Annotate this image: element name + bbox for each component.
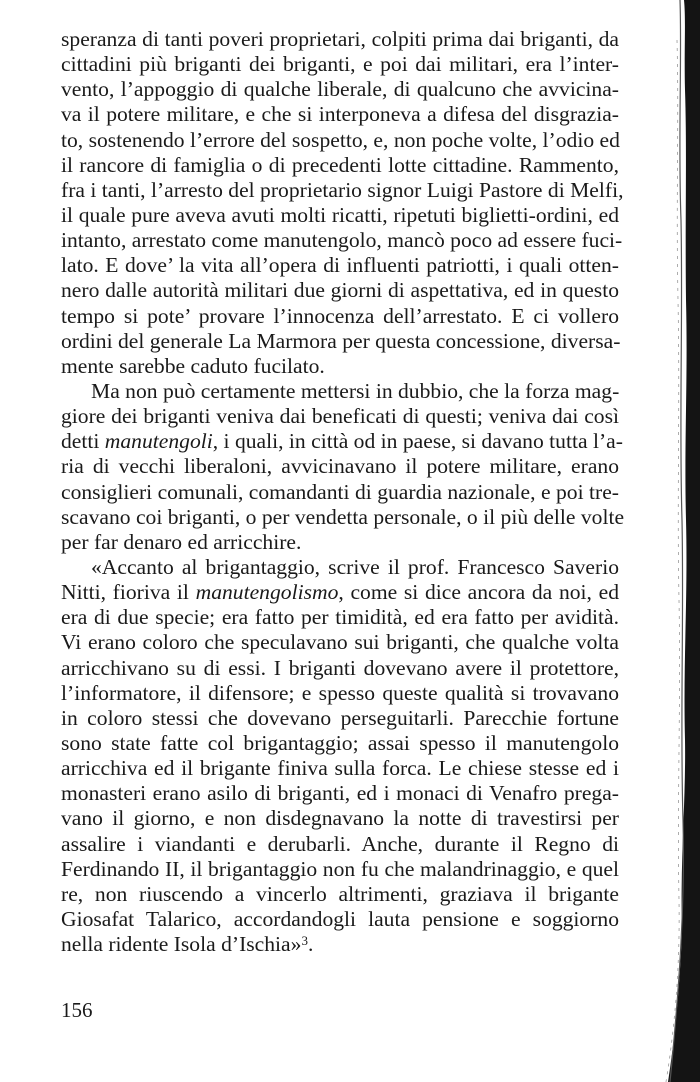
text-run: arricchiva ed il brigante finiva sulla forca. Le chiese stesse ed i — [61, 756, 619, 781]
text-line — [61, 203, 619, 228]
text-run: arricchivano su di essi. I briganti dovevano avere il protettore, — [61, 655, 619, 680]
page-body — [61, 27, 625, 957]
text-run: mente sarebbe caduto fucilato. — [61, 353, 325, 378]
text-line — [61, 555, 619, 580]
italic-term: manutengolismo — [195, 580, 339, 605]
text-line — [61, 907, 619, 932]
text-line — [61, 27, 619, 52]
text-run: ria di vecchi liberaloni, avvicinavano il potere militare, erano — [61, 454, 619, 479]
text-line — [61, 731, 619, 756]
text-line — [61, 630, 619, 655]
text-run: , come si dice ancora da noi, ed — [338, 580, 619, 605]
text-run: intanto, arrestato come manutengolo, mancò poco ad essere fuci- — [61, 228, 623, 253]
text-line — [61, 77, 619, 102]
text-line — [61, 354, 619, 379]
text-line — [61, 932, 619, 957]
text-run: scavano coi briganti, o per vendetta personale, o il più delle volte — [61, 504, 625, 529]
text-run: ordini del generale La Marmora per questa concessione, diversa- — [61, 328, 621, 353]
text-run: cittadini più briganti dei briganti, e poi dai militari, era l’inter- — [61, 52, 619, 77]
text-line — [61, 580, 619, 605]
text-line — [61, 706, 619, 731]
text-run: sono state fatte col brigantaggio; assai spesso il manutengolo — [61, 730, 619, 755]
text-line — [61, 454, 619, 479]
text-line — [61, 857, 619, 882]
text-line — [61, 404, 619, 429]
text-run: il quale pure aveva avuti molti ricatti, ripetuti biglietti-ordini, ed — [61, 202, 619, 227]
text-line — [61, 329, 619, 354]
text-run: Giosafat Talarico, accordandogli lauta pensione e soggiorno — [61, 906, 619, 931]
text-line — [61, 102, 619, 127]
italic-term: manutengoli — [104, 429, 213, 454]
text-run: . — [307, 932, 314, 957]
text-run: vano il giorno, e non disdegnavano la notte di travestirsi per — [61, 806, 619, 831]
text-run: Ferdinando II, il brigantaggio non fu che malandrinaggio, e quel — [61, 856, 619, 881]
text-line — [61, 429, 623, 454]
text-line — [61, 52, 619, 77]
text-run: «Accanto al brigantaggio, scrive il prof. Francesco Saverio — [91, 554, 619, 579]
text-run: , i quali, in città od in paese, si davano tutta l’a- — [212, 429, 623, 454]
footnote-marker: 3 — [301, 933, 308, 949]
text-line — [61, 128, 619, 153]
text-line — [61, 304, 619, 329]
text-run: nella ridente Isola d’Ischia» — [61, 932, 302, 957]
text-run: Ma non può certamente mettersi in dubbio, che la forza mag- — [91, 378, 620, 403]
text-run: Nitti, fioriva il — [61, 580, 196, 605]
text-run: assalire i viandanti e derubarli. Anche, durante il Regno di — [61, 831, 619, 856]
text-run: in coloro stessi che dovevano perseguitarli. Parecchie fortune — [61, 705, 619, 730]
text-line — [61, 530, 619, 555]
text-run: speranza di tanti poveri proprietari, colpiti prima dai briganti, da — [61, 27, 619, 51]
text-run: giore dei briganti veniva dai beneficati di questi; veniva dai così — [61, 404, 619, 429]
text-line — [61, 153, 619, 178]
text-run: fra i tanti, l’arresto del proprietario signor Luigi Pastore di Melfi, — [61, 177, 624, 202]
text-run: lato. E dove’ la vita all’opera di influenti patriotti, i quali otten- — [61, 253, 619, 278]
text-run: Vi erano coloro che speculavano sui briganti, che qualche volta — [61, 630, 619, 655]
text-run: l’informatore, il difensore; e spesso queste qualità si trovavano — [61, 680, 619, 705]
text-run: nero dalle autorità militari due giorni di aspettativa, ed in questo — [61, 278, 619, 303]
text-line — [61, 504, 625, 530]
text-line — [61, 681, 619, 706]
text-run: to, sostenendo l’errore del sospetto, e, non poche volte, l’odio ed — [61, 127, 620, 152]
text-line — [61, 480, 619, 505]
text-line — [61, 177, 624, 203]
text-line — [61, 605, 619, 630]
text-line — [61, 781, 619, 806]
text-line — [61, 278, 619, 303]
text-run: monasteri erano asilo di briganti, ed i monaci di Venafro prega- — [61, 781, 619, 806]
text-run: vento, l’appoggio di qualche liberale, di qualcuno che avvicina- — [61, 77, 619, 102]
text-line — [61, 756, 619, 781]
text-line — [61, 253, 619, 278]
text-line — [61, 806, 619, 831]
page-number: 156 — [61, 998, 93, 1022]
text-run: consiglieri comunali, comandanti di guardia nazionale, e poi tre- — [61, 479, 619, 504]
text-line — [61, 228, 623, 253]
text-run: era di due specie; era fatto per timidità, ed era fatto per avidità. — [61, 605, 619, 630]
text-run: il rancore di famiglia o di precedenti lotte cittadine. Rammento, — [61, 152, 619, 177]
text-line — [61, 882, 619, 907]
text-line — [61, 656, 619, 681]
text-run: va il potere militare, e che si interponeva a difesa del disgrazia- — [61, 102, 619, 127]
text-run: tempo si pote’ provare l’innocenza dell’arrestato. E ci vollero — [61, 303, 619, 328]
book-binding-edge — [640, 0, 700, 1082]
text-run: detti — [61, 429, 105, 454]
text-line — [61, 379, 619, 404]
text-run: re, non riuscendo a vincerlo altrimenti, graziava il brigante — [61, 881, 619, 906]
text-line — [61, 832, 619, 857]
text-run: per far denaro ed arricchire. — [61, 529, 302, 554]
